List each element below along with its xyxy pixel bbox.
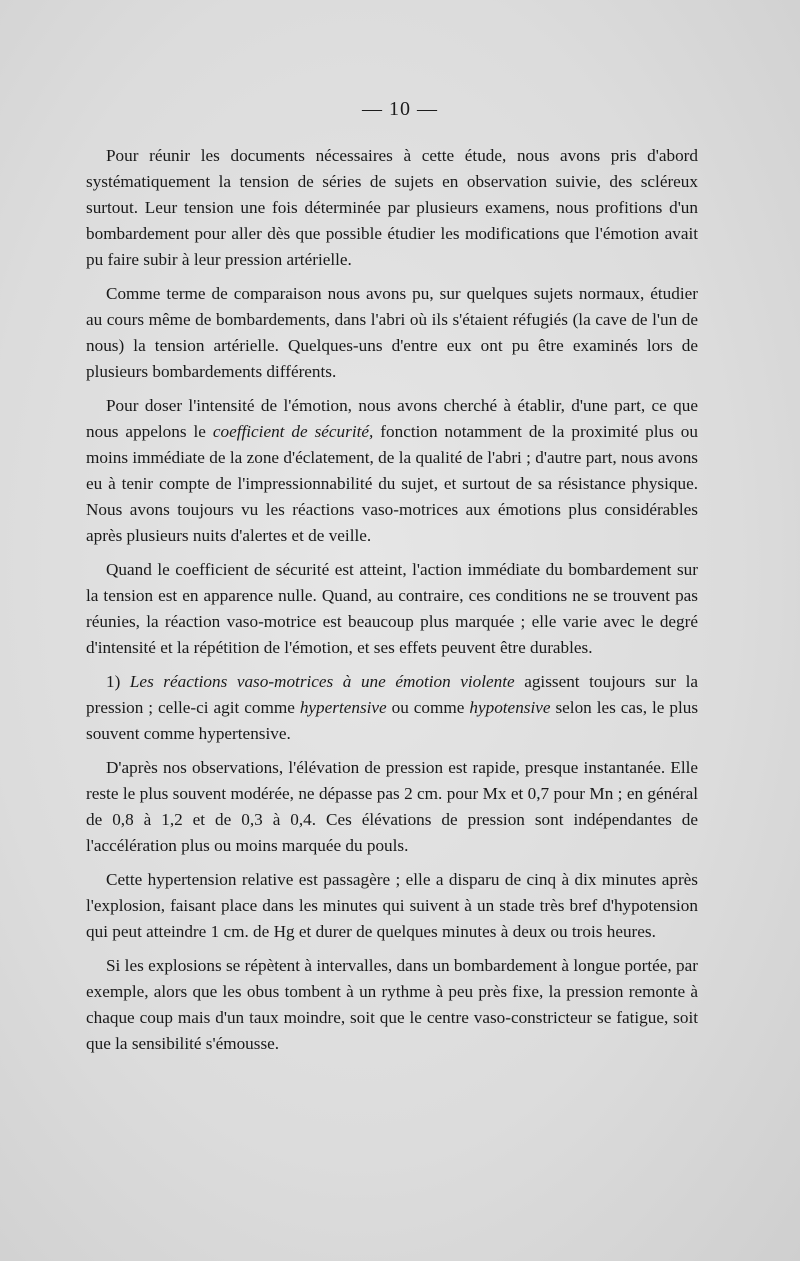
- text-run: Comme terme de comparaison nous avons pu, sur quelques sujets normaux, étudier au cours même de bombardements, dans l'abri où ils s'étaient réfugiés (la cave de l'un de nous) la tension artérielle. Quelques-uns d'entre eux ont pu être examinés lors de plusieurs bombardements différents.: [86, 284, 698, 381]
- italic-text: hypertensive: [299, 698, 387, 717]
- text-run: agissent toujours sur la pression ; celle-ci agit comme: [86, 672, 698, 717]
- text-run: selon les cas, le plus souvent comme hypertensive.: [86, 698, 699, 743]
- paragraph-p4: [86, 557, 698, 661]
- paragraph-p1: [86, 143, 698, 273]
- text-run: fonction notamment de la proximité plus ou moins immédiate de la zone d'éclatement, de la qualité de l'abri ; d'autre part, nous avons eu à tenir compte de l'impressionnabilité du sujet, et surtout de sa résistance physique. Nous avons toujours vu les réactions vaso-motrices aux émotions plus considérables après plusieurs nuits d'alertes et de veille.: [86, 422, 698, 545]
- text-run: ou comme: [386, 698, 470, 717]
- page-number: — 10 —: [362, 98, 438, 120]
- text-run: 1): [106, 672, 130, 691]
- paragraph-p8: [86, 953, 698, 1057]
- body-text: [86, 143, 698, 1065]
- italic-text: coefficient de sécurité,: [212, 422, 374, 441]
- text-run: Si les explosions se répètent à intervalles, dans un bombardement à longue portée, par exemple, alors que les obus tombent à un rythme à peu près fixe, la pression remonte à chaque coup mais d'un taux moindre, soit que le centre vaso-constricteur se fatigue, soit que la sensibilité s'émousse.: [86, 956, 698, 1053]
- text-run: D'après nos observations, l'élévation de pression est rapide, presque instantanée. Elle reste le plus souvent modérée, ne dépasse pas 2 cm. pour Mx et 0,7 pour Mn ; en général de 0,8 à 1,2 et de 0,3 à 0,4. Ces élévations de pression sont indépendantes de l'accélération plus ou moins marquée du pouls.: [86, 758, 698, 855]
- paragraph-p6: [86, 755, 698, 859]
- italic-text: Les réactions vaso-motrices à une émotion violente: [129, 672, 515, 691]
- paragraph-p3: [86, 393, 698, 549]
- paragraph-p7: [86, 867, 698, 945]
- paragraph-p5: [86, 669, 698, 747]
- text-run: Pour réunir les documents nécessaires à cette étude, nous avons pris d'abord systématiquement la tension de séries de sujets en observation suivie, des scléreux surtout. Leur tension une fois déterminée par plusieurs examens, nous profitions d'un bombardement pour aller dès que possible étudier les modifications que l'émotion avait pu faire subir à leur pression artérielle.: [86, 146, 698, 269]
- italic-text: hypotensive: [469, 698, 551, 717]
- text-run: Cette hypertension relative est passagère ; elle a disparu de cinq à dix minutes après l'explosion, faisant place dans les minutes qui suivent à un stade très bref d'hypotension qui peut atteindre 1 cm. de Hg et durer de quelques minutes à deux ou trois heures.: [86, 870, 698, 941]
- text-run: Quand le coefficient de sécurité est atteint, l'action immédiate du bombardement sur la tension est en apparence nulle. Quand, au contraire, ces conditions ne se trouvent pas réunies, la réaction vaso-motrice est beaucoup plus marquée ; elle varie avec le degré d'intensité et la répétition de l'émotion, et ses effets peuvent être durables.: [86, 560, 698, 657]
- text-run: Pour doser l'intensité de l'émotion, nous avons cherché à établir, d'une part, ce que nous appelons le: [86, 396, 698, 441]
- paragraph-p2: [86, 281, 698, 385]
